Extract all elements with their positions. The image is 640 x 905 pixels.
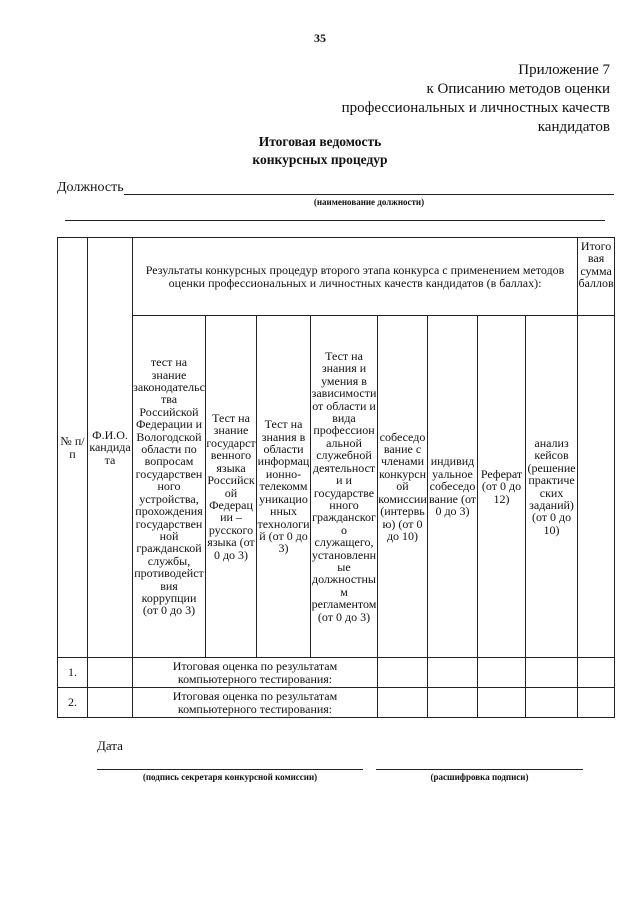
score-cell[interactable] xyxy=(428,658,478,688)
score-cell[interactable] xyxy=(526,688,578,718)
score-cell[interactable] xyxy=(478,688,526,718)
score-cell[interactable] xyxy=(478,658,526,688)
header-col-russian-language-test: Тест на знание государственного языка Российской Федерации – русского языка (от 0 до 3) xyxy=(206,316,257,658)
header-col-commission-interview: собеседование с членами конкурсной комиссии (интервью) (от 0 до 10) xyxy=(378,316,428,658)
row-number: 2. xyxy=(58,688,88,718)
results-table xyxy=(57,237,615,718)
row-label: Итоговая оценка по результатам компьютерного тестирования: xyxy=(133,688,378,718)
header-total: Итоговая сумма баллов xyxy=(578,238,615,316)
row-label: Итоговая оценка по результатам компьютерного тестирования: xyxy=(133,658,378,688)
document-title-line-2: конкурсных процедур xyxy=(252,152,388,167)
table-row xyxy=(58,688,615,718)
signature-caption: (подпись секретаря конкурсной комиссии) xyxy=(142,772,318,782)
header-col-professional-test: Тест на знания и умения в зависимости от области и вида профессиональной служебной деятельности и государственного гражданского служащего, установленные должностным регламентом (от 0 до 3) xyxy=(311,316,378,658)
score-cell[interactable] xyxy=(428,688,478,718)
date-label: Дата xyxy=(97,738,123,753)
table-row xyxy=(58,658,615,688)
position-field-line-2[interactable] xyxy=(65,220,605,221)
score-cell[interactable] xyxy=(378,658,428,688)
total-cell[interactable] xyxy=(578,688,615,718)
signature-decode-caption: (расшифровка подписи) xyxy=(430,772,529,782)
signature-decode-line[interactable] xyxy=(376,769,583,770)
fio-cell[interactable] xyxy=(88,688,133,718)
appendix-line-1: Приложение 7 xyxy=(518,62,610,78)
header-col-case-analysis: анализ кейсов (решение практических заданий) (от 0 до 10) xyxy=(526,316,578,658)
header-col-ict-test: Тест на знания в области информационно-телекоммуникационных технологий (от 0 до 3) xyxy=(257,316,311,658)
fio-cell[interactable] xyxy=(88,658,133,688)
header-col-individual-interview: индивидуальное собеседование (от 0 до 3) xyxy=(428,316,478,658)
signature-line[interactable] xyxy=(97,769,363,770)
header-results: Результаты конкурсных процедур второго этапа конкурса с применением методов оценки профессиональных и личностных качеств кандидатов (в баллах): xyxy=(133,238,578,316)
position-field-line[interactable] xyxy=(124,194,614,195)
header-col-essay: Реферат (от 0 до 12) xyxy=(478,316,526,658)
header-fio: Ф.И.О. кандидата xyxy=(88,238,133,658)
header-col-legislation-test: тест на знание законодательства Российской Федерации и Вологодской области по вопросам государственного устройства, прохождения государственной гражданской службы, противодействия коррупции (от 0 до 3) xyxy=(133,316,206,658)
position-label: Должность xyxy=(57,180,124,195)
document-title-line-1: Итоговая ведомость xyxy=(258,134,382,149)
row-number: 1. xyxy=(58,658,88,688)
appendix-line-4: кандидатов xyxy=(537,119,610,135)
score-cell[interactable] xyxy=(378,688,428,718)
page-number: 35 xyxy=(314,31,326,45)
header-number: № п/п xyxy=(58,238,88,658)
total-sum-cell[interactable] xyxy=(578,316,615,658)
score-cell[interactable] xyxy=(526,658,578,688)
position-caption: (наименование должности) xyxy=(313,197,425,207)
appendix-line-2: к Описанию методов оценки xyxy=(426,81,610,97)
total-cell[interactable] xyxy=(578,658,615,688)
appendix-line-3: профессиональных и личностных качеств xyxy=(341,100,610,116)
